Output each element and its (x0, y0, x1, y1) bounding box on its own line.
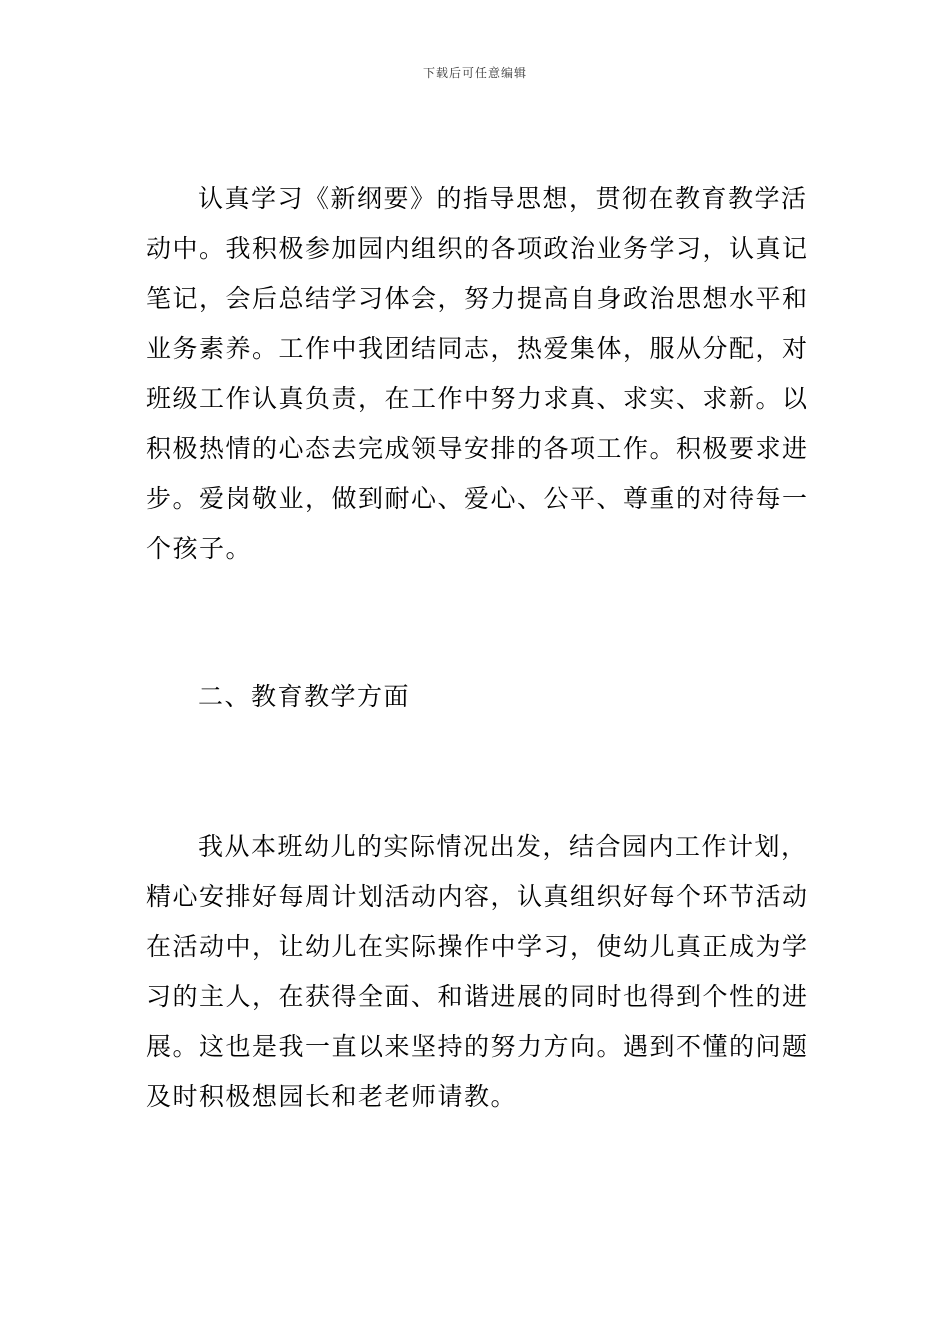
paragraph-line: 我从本班幼儿的实际情况出发，结合园内工作计划， (198, 832, 808, 861)
paragraph-line: 业务素养。工作中我团结同志，热爱集体，服从分配，对 (146, 334, 809, 363)
page-header-note: 下载后可任意编辑 (422, 66, 527, 80)
paragraph-line: 动中。我积极参加园内组织的各项政治业务学习，认真记 (146, 234, 809, 263)
paragraph-line: 班级工作认真负责，在工作中努力求真、求实、求新。以 (146, 384, 809, 413)
paragraph-line: 笔记，会后总结学习体会，努力提高自身政治思想水平和 (146, 284, 809, 313)
paragraph-line: 在活动中，让幼儿在实际操作中学习，使幼儿真正成为学 (146, 932, 809, 961)
section-heading-text: 二、教育教学方面 (198, 682, 411, 711)
paragraph-line: 认真学习《新纲要》的指导思想，贯彻在教育教学活 (198, 184, 808, 213)
paragraph-line: 及时积极想园长和老老师请教。 (146, 1082, 518, 1111)
section-heading (146, 672, 806, 722)
paragraph-line: 展。这也是我一直以来坚持的努力方向。遇到不懂的问题 (146, 1032, 809, 1061)
paragraph-line: 精心安排好每周计划活动内容，认真组织好每个环节活动 (146, 882, 809, 911)
paragraph-political-study (146, 174, 809, 574)
paragraph-line: 步。爱岗敬业，做到耐心、爱心、公平、尊重的对待每一 (146, 484, 809, 513)
paragraph-line: 积极热情的心态去完成领导安排的各项工作。积极要求进 (146, 434, 809, 463)
paragraph-teaching (146, 822, 809, 1122)
paragraph-line: 个孩子。 (146, 534, 253, 563)
paragraph-line: 习的主人，在获得全面、和谐进展的同时也得到个性的进 (146, 982, 809, 1011)
